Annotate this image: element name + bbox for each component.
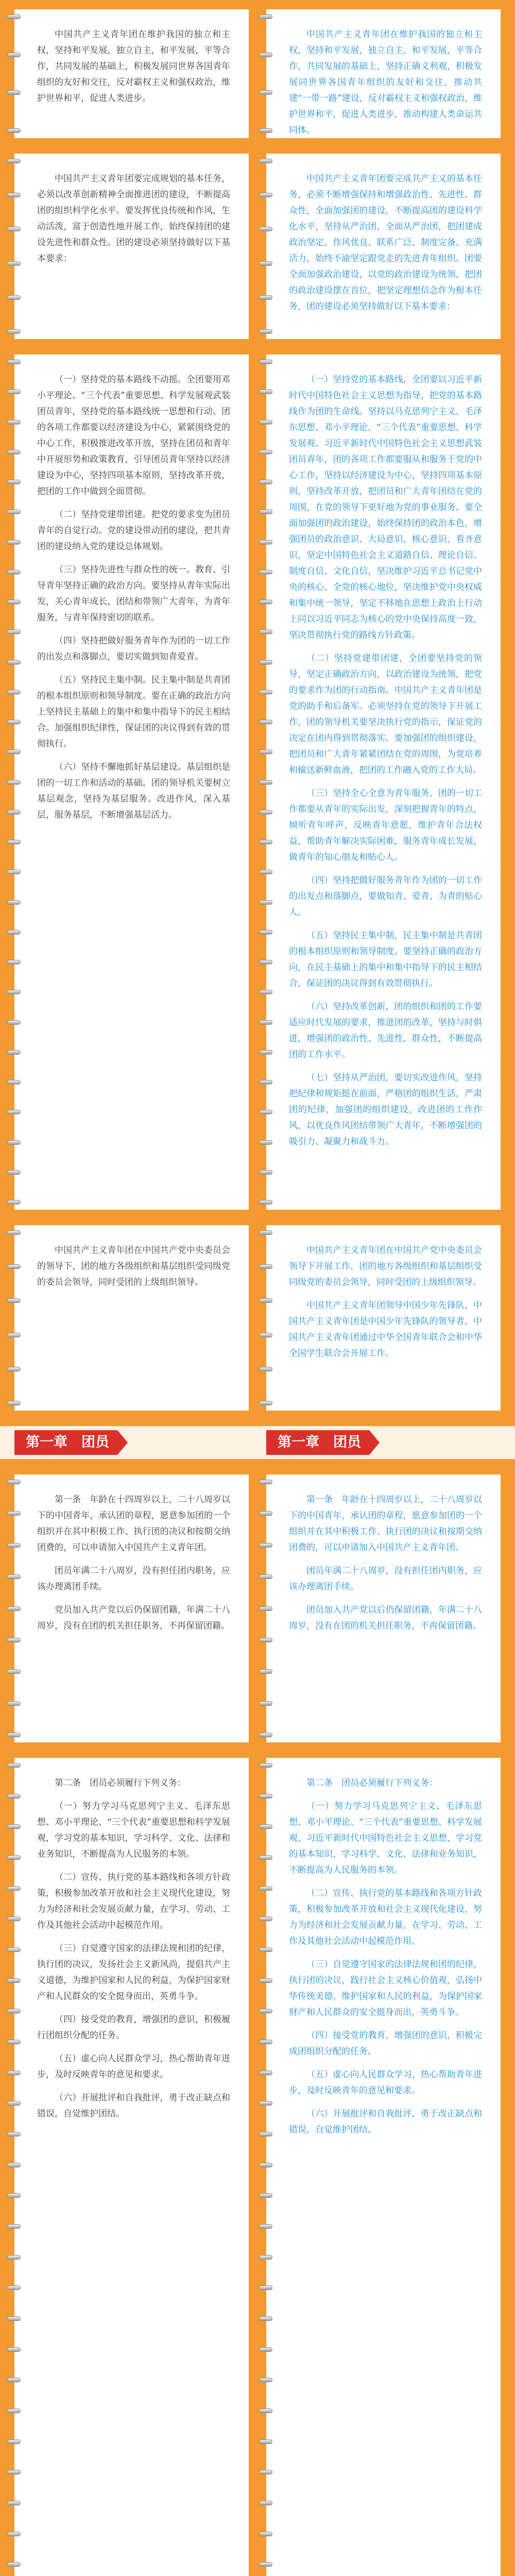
- binder-ring: [259, 360, 272, 364]
- binder-ring: [7, 227, 21, 231]
- binder-ring: [259, 2009, 272, 2013]
- binder-ring: [259, 159, 272, 163]
- binder-ring: [7, 780, 21, 785]
- binder-ring: [7, 1050, 21, 1055]
- binder-ring: [259, 1733, 272, 1737]
- old-paragraph: （六）坚持不懈地抓好基层建设。基层组织是团的一切工作和活动的基础。团的领导机关要树立基层观念，坚持为基层服务。改进作风，深入基层，服务基层，不断增强基层活力。: [37, 762, 230, 820]
- binder-ring: [7, 2501, 21, 2505]
- new-paragraph: （三）坚持全心全意为青年服务，团的一切工作都要从青年的实际出发，深刻把握青年的特点，倾听青年呼声，反映青年意愿，维护青年合法权益，帮助青年解决实际困难，服务青年成长发展，做青年的知心朋友和贴心人。: [289, 788, 482, 862]
- binder-rings: [259, 14, 273, 133]
- binder-ring: [7, 1733, 21, 1737]
- binder-ring: [259, 128, 272, 133]
- binder-ring: [7, 930, 21, 935]
- binder-ring: [259, 1401, 272, 1405]
- binder-ring: [259, 720, 272, 724]
- binder-ring: [259, 389, 272, 394]
- binder-ring: [259, 2071, 272, 2075]
- binder-ring: [259, 2316, 272, 2321]
- binder-ring: [7, 2132, 21, 2137]
- binder-ring: [259, 295, 272, 300]
- binder-ring: [7, 990, 21, 994]
- old-paragraph: （二）宣传、执行党的基本路线和各项方针政策，积极参加改革开放和社会主义现代化建设，努力为经济和社会发展贡献力量，在学习、劳动、工作及其他社会活动中起模范作用。: [37, 1872, 230, 1930]
- new-paragraph: 第二条 团员必须履行下列义务：: [306, 1778, 438, 1788]
- chapter-heading-bar: [0, 1426, 515, 1459]
- binder-ring: [259, 53, 272, 57]
- binder-ring: [7, 1020, 21, 1025]
- binder-ring: [259, 2224, 272, 2229]
- binder-ring: [7, 2009, 21, 2013]
- old-paragraph: （六）开展批评和自我批评，勇于改正缺点和错误，自觉维护团结。: [37, 2093, 230, 2119]
- binder-ring: [259, 1978, 272, 1983]
- binder-ring: [7, 389, 21, 394]
- binder-ring: [259, 1050, 272, 1055]
- article-row: [14, 1758, 501, 2576]
- new-text-card: [266, 1225, 501, 1411]
- binder-ring: [7, 870, 21, 874]
- binder-ring: [259, 1080, 272, 1084]
- binder-ring: [259, 990, 272, 994]
- binder-ring: [259, 329, 272, 334]
- binder-ring: [259, 600, 272, 604]
- binder-ring: [259, 810, 272, 815]
- new-paragraph: 团员年满二十八周岁，没有担任团内职务，应该办理离团手续。: [289, 1566, 482, 1592]
- binder-ring: [7, 128, 21, 133]
- binder-ring: [7, 53, 21, 57]
- old-paragraph: （四）坚持把做好服务青年作为团的一切工作的出发点和落脚点，要切实做到知青爱青。: [37, 636, 230, 662]
- binder-ring: [7, 660, 21, 665]
- binder-ring: [259, 1543, 272, 1548]
- binder-ring: [259, 2285, 272, 2290]
- binder-ring: [7, 840, 21, 844]
- old-text-card: [14, 154, 249, 339]
- binder-ring: [259, 2501, 272, 2505]
- binder-ring: [7, 1080, 21, 1084]
- binder-ring: [259, 2132, 272, 2137]
- binder-ring: [259, 1480, 272, 1484]
- binder-ring: [7, 1978, 21, 1983]
- binder-rings: [259, 1763, 273, 2576]
- binder-ring: [7, 2224, 21, 2229]
- new-paragraph: （六）开展批评和自我批评，勇于改正缺点和错误，自觉维护团结。: [289, 2109, 482, 2135]
- new-paragraph: 中国共产主义青年团在维护我国的独立和主权，坚持和平发展，独立自主，和平发展，平等合作，共同发展的基础上，坚持正确义利观，积极发展同世界各国青年组织的友好和交往，推动共建“一带一路”建设，反对霸权主义和强权政治，维护世界和平，促进人类进步，推动构建人类命运共同体。: [289, 29, 482, 135]
- old-text-card: [14, 9, 249, 138]
- section-row: [14, 354, 501, 1210]
- new-paragraph: （六）坚持改革创新，团的组织和团的工作要适应时代发展的要求，推进团的改革，坚持与时俱进，增强团的政治性、先进性、群众性，不断提高团的工作水平。: [289, 1002, 482, 1060]
- old-text-card: [14, 354, 249, 1210]
- binder-ring: [7, 2347, 21, 2352]
- old-paragraph: （一）坚持党的基本路线不动摇。全团要用邓小平理论、“三个代表”重要思想、科学发展观武装团员青年，坚持党的基本路线统一思想和行动。团的各项工作都要以经济建设为中心，紧紧围绕党的中心工作，积极推进改革开放，坚持在团员和青年中开展形势和政策教育，引导团员青年坚持以经济建设为中心，坚持四项基本原则，坚持改革开放，把团的工作中做到全面贯彻。: [37, 375, 230, 497]
- old-paragraph: 第一条 年龄在十四周岁以上，二十八周岁以下的中国青年，承认团的章程，愿意参加团的一个组织并在其中积极工作、执行团的决议和按期交纳团费的，可以申请加入中国共产主义青年团。: [37, 1495, 230, 1553]
- old-paragraph: （五）虚心向人民群众学习，热心帮助青年进步，及时反映青年的意见和要求。: [37, 2054, 230, 2080]
- binder-ring: [7, 1110, 21, 1114]
- binder-ring: [259, 1170, 272, 1175]
- binder-ring: [259, 1020, 272, 1025]
- binder-ring: [7, 630, 21, 634]
- binder-ring: [7, 1638, 21, 1642]
- binder-ring: [7, 261, 21, 266]
- binder-ring: [7, 540, 21, 545]
- binder-ring: [259, 2193, 272, 2198]
- binder-ring: [259, 1855, 272, 1860]
- new-paragraph: （五）坚持民主集中制，民主集中制是共青团的根本组织原则和领导制度。要坚持正确的政治方向，在民主基础上的集中和集中指导下的民主相结合，保证团的决议得到有效贯彻执行。: [289, 930, 482, 989]
- binder-rings: [259, 1480, 273, 1737]
- binder-ring: [259, 900, 272, 905]
- binder-ring: [7, 2040, 21, 2044]
- binder-ring: [259, 2409, 272, 2413]
- new-paragraph: （五）虚心向人民群众学习，热心帮助青年进步，及时反映青年的意见和要求。: [289, 2070, 482, 2096]
- binder-ring: [7, 1886, 21, 1891]
- binder-ring: [259, 1110, 272, 1114]
- binder-ring: [259, 2378, 272, 2382]
- binder-ring: [7, 14, 21, 19]
- binder-ring: [259, 960, 272, 964]
- binder-ring: [7, 2378, 21, 2382]
- binder-ring: [259, 1763, 272, 1768]
- old-paragraph: （二）坚持党建带团建。把党的要求变为团员青年的自觉行动。党的建设带动团的建设，把共青团的建设纳入党的建设总体规划。: [37, 510, 230, 552]
- binder-ring: [259, 450, 272, 454]
- binder-ring: [7, 360, 21, 364]
- binder-ring: [7, 1794, 21, 1799]
- binder-ring: [7, 1511, 21, 1516]
- binder-ring: [259, 1701, 272, 1706]
- new-chapter-title: 第一章 团员: [266, 1430, 369, 1455]
- old-paragraph: （三）自觉遵守国家的法律法规和团的纪律，执行团的决议，发扬社会主义新风尚，提倡共产主义道德，为维护国家和人民的利益，为保护国家财产和人民群众的安全挺身而出，英勇斗争。: [37, 1943, 230, 2002]
- binder-ring: [7, 1855, 21, 1860]
- old-paragraph: （四）接受党的教育，增强团的意识，积极履行团组织分配的任务。: [37, 2014, 230, 2041]
- old-paragraph: 中国共产主义青年团在中国共产党中央委员会的领导下，团的地方各级组织和基层组织受同级党的委员会领导，同时受团的上级组织领导。: [37, 1245, 230, 1287]
- binder-ring: [7, 480, 21, 484]
- binder-ring: [7, 1140, 21, 1145]
- binder-ring: [7, 295, 21, 300]
- binder-ring: [259, 1230, 272, 1235]
- binder-ring: [259, 2532, 272, 2536]
- binder-ring: [259, 930, 272, 935]
- binder-ring: [7, 1333, 21, 1337]
- binder-ring: [7, 960, 21, 964]
- old-paragraph: （五）坚持民主集中制。民主集中制是共青团的根本组织原则和领导制度。要在正确的政治方向上坚持民主基础上的集中和集中指导下的民主相结合。加强组织纪律性，保证团的决议得到有效的贯彻执行。: [37, 675, 230, 749]
- binder-ring: [259, 1886, 272, 1891]
- binder-rings: [7, 1763, 22, 2576]
- binder-ring: [259, 1947, 272, 1952]
- section-row: [14, 9, 501, 138]
- binder-ring: [259, 1669, 272, 1674]
- old-paragraph: 中国共产主义青年团在维护我国的独立和主权，坚持和平发展，独立自主，和平发展，平等合作，共同发展的基础上，积极发展同世界各国青年组织的友好和交往，反对霸权主义和强权政治，维护世界和平，促进人类进步。: [37, 29, 230, 104]
- binder-rings: [7, 1480, 22, 1737]
- new-paragraph: 中国共产主义青年团要完成共产主义的基本任务，必须不断增强保持和增强政治性、先进性、群众性，全面加强团的建设，不断提高团的建设科学化水平，坚持从严治团，全面从严治团，把团建成政治坚定、作风优良、联系广泛、制度完备、充满活力，始终不渝坚定跟党走的先进青年组织。团要全面加强政治建设，以党的政治建设为统领，把团的政治建设摆在首位，把坚定理想信念作为根本任务，团的建设必须坚持做好以下基本要求：: [289, 174, 482, 312]
- binder-ring: [7, 2316, 21, 2321]
- binder-ring: [259, 480, 272, 484]
- binder-ring: [7, 2562, 21, 2567]
- old-paragraph: 团员年满二十八周岁，没有担任团内职务，应该办理离团手续。: [37, 1566, 230, 1592]
- binder-ring: [259, 660, 272, 665]
- binder-ring: [7, 1917, 21, 1921]
- binder-ring: [259, 1200, 272, 1205]
- binder-ring: [259, 420, 272, 425]
- binder-ring: [259, 1264, 272, 1269]
- binder-ring: [259, 2347, 272, 2352]
- binder-ring: [7, 1669, 21, 1674]
- old-chapter-title: 第一章 团员: [14, 1430, 117, 1455]
- binder-ring: [7, 510, 21, 514]
- binder-ring: [7, 1200, 21, 1205]
- binder-ring: [7, 1264, 21, 1269]
- binder-ring: [259, 1511, 272, 1516]
- binder-ring: [7, 1606, 21, 1611]
- section-row: [14, 154, 501, 339]
- binder-ring: [7, 1367, 21, 1371]
- binder-ring: [7, 2071, 21, 2075]
- binder-ring: [259, 1333, 272, 1337]
- new-paragraph: （一）坚持党的基本路线，全团要以习近平新时代中国特色社会主义思想为指导，把党的基本路线作为团的生命线。坚持以马克思列宁主义、毛泽东思想、邓小平理论、“三个代表”重要思想、科学发展观、习近平新时代中国特色社会主义思想武装团员青年，团的各项工作都要服从和服务于党的中心工作，坚持以经济建设为中心，坚持四项基本原则，坚持改革开放，把团员和广大青年团结在党的周围，在党的领导下更好地为党的事业服务。要全面加强团的政治建设，始终保持团的政治本色，增强团员的政治意识、大局意识、核心意识、看齐意识，坚定中国特色社会主义道路自信、理论自信、制度自信、文化自信，坚决维护习近平总书记党中央的核心、全党的核心地位，坚决维护党中央权威和集中统一领导，坚定不移地在思想上政治上行动上同以习近平同志为核心的党中央保持高度一致，坚决贯彻执行党的路线方针政策。: [289, 375, 482, 640]
- old-paragraph: （三）坚持先进性与群众性的统一。教育、引导青年坚持正确的政治方向。要坚持从青年实际出发，关心青年成长，团结和带领广大青年，为青年服务，与青年保持密切的联系。: [37, 565, 230, 623]
- binder-ring: [259, 540, 272, 545]
- binder-ring: [7, 2101, 21, 2106]
- binder-ring: [7, 900, 21, 905]
- binder-ring: [7, 1574, 21, 1579]
- binder-ring: [7, 1480, 21, 1484]
- binder-ring: [7, 2285, 21, 2290]
- new-text-card: [266, 154, 501, 339]
- binder-rings: [259, 1230, 273, 1405]
- binder-ring: [7, 600, 21, 604]
- old-paragraph: 第二条 团员必须履行下列义务：: [55, 1778, 186, 1788]
- binder-ring: [7, 1298, 21, 1303]
- binder-ring: [7, 2163, 21, 2167]
- binder-rings: [259, 159, 273, 334]
- binder-ring: [259, 227, 272, 231]
- new-paragraph: （二）宣传、执行党的基本路线和各项方针政策，积极参加改革开放和社会主义现代化建设，努力为经济和社会发展贡献力量，在学习、劳动、工作及其他社会活动中起模范作用。: [289, 1888, 482, 1946]
- binder-ring: [259, 14, 272, 19]
- binder-ring: [7, 193, 21, 197]
- binder-ring: [7, 1701, 21, 1706]
- binder-ring: [7, 2532, 21, 2536]
- new-paragraph: （一）努力学习马克思列宁主义、毛泽东思想、邓小平理论、“三个代表”重要思想、科学发展观、习近平新时代中国特色社会主义思想，学习党的基本知识，学习科学、文化、法律和业务知识，不断提高为人民服务的本领。: [289, 1801, 482, 1875]
- binder-ring: [7, 750, 21, 754]
- new-paragraph: （七）坚持从严治团，要切实改进作风，坚持把纪律和规矩挺在前面，严格团的组织生活，严肃团的纪律，加强团的组织建设，改进团的工作作风，以优良作风团结带领广大青年，不断增强团的吸引力、凝聚力和战斗力。: [289, 1073, 482, 1147]
- binder-ring: [259, 2439, 272, 2444]
- old-paragraph: 党员加入共产党以后仍保留团籍，年满二十八周岁，没有在团的机关担任职务，不再保留团籍。: [37, 1605, 230, 1631]
- binder-ring: [259, 90, 272, 95]
- binder-ring: [7, 810, 21, 815]
- binder-ring: [259, 870, 272, 874]
- binder-ring: [259, 2470, 272, 2475]
- old-paragraph: （一）努力学习马克思列宁主义、毛泽东思想、邓小平理论、“三个代表”重要思想和科学发展观，学习党的基本知识，学习科学、文化、法律和业务知识，不断提高为人民服务的本领。: [37, 1801, 230, 1859]
- new-paragraph: （三）自觉遵守国家的法律法规和团的纪律，执行团的决议，践行社会主义核心价值观，弘扬中华传统美德，维护国家和人民的利益，为保护国家财产和人民群众的安全挺身而出，英勇斗争。: [289, 1959, 482, 2018]
- binder-ring: [7, 2409, 21, 2413]
- new-paragraph: （四）接受党的教育，增强团的意识，积极完成团组织分配的任务。: [289, 2030, 482, 2057]
- old-text-card: [14, 1475, 249, 1742]
- article-row: [14, 1475, 501, 1742]
- binder-ring: [259, 510, 272, 514]
- binder-rings: [7, 360, 22, 1205]
- binder-ring: [259, 1140, 272, 1145]
- binder-ring: [259, 1638, 272, 1642]
- binder-ring: [7, 450, 21, 454]
- new-text-card: [266, 1758, 501, 2576]
- binder-ring: [7, 1543, 21, 1548]
- binder-ring: [7, 2193, 21, 2198]
- binder-ring: [7, 1230, 21, 1235]
- binder-ring: [259, 1574, 272, 1579]
- binder-ring: [259, 1367, 272, 1371]
- binder-ring: [7, 420, 21, 425]
- binder-ring: [7, 1170, 21, 1175]
- binder-ring: [7, 2255, 21, 2260]
- new-paragraph: （四）坚持把做好服务青年作为团的一切工作的出发点和落脚点，要做知青、爱青、为青的贴心人。: [289, 875, 482, 918]
- binder-ring: [259, 630, 272, 634]
- binder-ring: [259, 1606, 272, 1611]
- new-paragraph: 中国共产主义青年团领导中国少年先锋队，中国共产主义青年团是中国少年先锋队的领导者。中国共产主义青年团通过中华全国青年联合会和中华全国学生联合会开展工作。: [289, 1300, 482, 1359]
- new-paragraph: 第一条 年龄在十四周岁以上，二十八周岁以下的中国青年，承认团的章程，愿意参加团的一个组织并在其中积极工作、执行团的决议和按期交纳团费的，可以申请加入中国共产主义青年团。: [289, 1495, 482, 1553]
- binder-ring: [259, 780, 272, 785]
- binder-ring: [7, 2470, 21, 2475]
- binder-ring: [259, 1824, 272, 1829]
- binder-ring: [7, 329, 21, 334]
- binder-rings: [7, 14, 22, 133]
- binder-rings: [259, 360, 273, 1205]
- new-paragraph: 中国共产主义青年团在中国共产党中央委员会领导下开展工作，团的地方各级组织和基层组织受同级党的委员会领导，同时受团的上级组织领导。: [289, 1245, 482, 1287]
- new-text-card: [266, 354, 501, 1210]
- new-text-card: [266, 1475, 501, 1742]
- binder-ring: [259, 570, 272, 574]
- binder-ring: [7, 90, 21, 95]
- binder-ring: [259, 2255, 272, 2260]
- binder-ring: [259, 261, 272, 266]
- binder-rings: [7, 1230, 22, 1405]
- binder-ring: [7, 570, 21, 574]
- new-text-card: [266, 9, 501, 138]
- binder-ring: [259, 1917, 272, 1921]
- binder-ring: [7, 159, 21, 163]
- binder-ring: [7, 1947, 21, 1952]
- binder-ring: [7, 690, 21, 694]
- old-paragraph: 中国共产主义青年团要完成规划的基本任务，必须以改革创新精神全面推进团的建设，不断提高团的组织科学化水平。要发挥优良传统和作风，生动活泼，富于创造性地开展工作，始终保持团的建设先进性和群众性。团的建设必须坚持做好以下基本要求：: [37, 174, 230, 264]
- new-paragraph: 团员加入共产党以后仍保留团籍，年满二十八周岁，没有在团的机关担任职务，不再保留团籍。: [289, 1605, 482, 1631]
- binder-ring: [259, 193, 272, 197]
- binder-ring: [7, 1824, 21, 1829]
- new-paragraph: （二）坚持党建带团建，全团要坚持党的领导，坚定正确政治方向，以政治建设为统领，把党的要求作为团的行动指南。中国共产主义青年团是党的助手和后备军。必须坚持在党的领导下开展工作，团的领导机关要坚决执行党的指示，保证党的决定在团内得到贯彻落实。要加强团的组织建设，把团员和广大青年紧紧团结在党的周围，为党培养和输送新鲜血液，把团的工作融入党的工作大局。: [289, 653, 482, 775]
- old-text-card: [14, 1225, 249, 1411]
- binder-ring: [259, 1794, 272, 1799]
- binder-rings: [7, 159, 22, 334]
- binder-ring: [259, 2101, 272, 2106]
- binder-ring: [7, 720, 21, 724]
- binder-ring: [259, 840, 272, 844]
- binder-ring: [259, 690, 272, 694]
- section-row: [14, 1225, 501, 1411]
- old-text-card: [14, 1758, 249, 2576]
- binder-ring: [259, 2163, 272, 2167]
- binder-ring: [259, 2040, 272, 2044]
- binder-ring: [259, 1298, 272, 1303]
- binder-ring: [7, 1763, 21, 1768]
- binder-ring: [259, 2562, 272, 2567]
- binder-ring: [259, 750, 272, 754]
- binder-ring: [7, 2439, 21, 2444]
- binder-ring: [7, 1401, 21, 1405]
